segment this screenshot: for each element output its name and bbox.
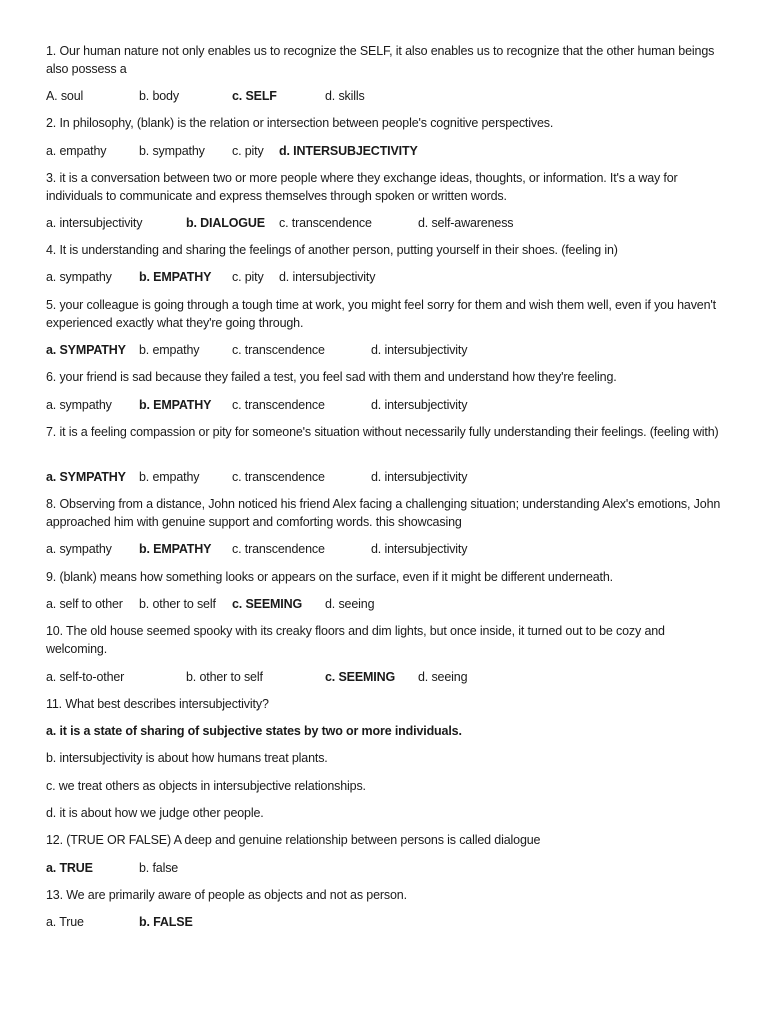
option: d. seeing — [418, 670, 468, 684]
option: a. sympathy — [46, 398, 112, 412]
option: d. seeing — [325, 597, 375, 611]
question-3: 3. it is a conversation between two or more people where they exchange ideas, thoughts, or information. It's a way for individuals to communicate and express themselves through spoken or written words. — [46, 171, 678, 203]
option-correct: c. SEEMING — [232, 597, 303, 611]
option: c. pity — [232, 144, 264, 158]
question-2: 2. In philosophy, (blank) is the relation or intersection between people's cognitive perspectives. — [46, 116, 554, 130]
option-correct: a. SYMPATHY — [46, 470, 126, 484]
option: A. soul — [46, 89, 84, 103]
question-11: 11. What best describes intersubjectivity? — [46, 697, 269, 711]
option-correct: d. INTERSUBJECTIVITY — [279, 144, 418, 158]
question-5: 5. your colleague is going through a tough time at work, you might feel sorry for them and wish them well, even if you haven't experienced exactly what they're going through. — [46, 298, 716, 330]
option: d. self-awareness — [418, 216, 514, 230]
option: b. intersubjectivity is about how humans treat plants. — [46, 751, 328, 765]
option-correct: c. SEEMING — [325, 670, 396, 684]
options-q13 — [0, 914, 768, 932]
option-correct: a. TRUE — [46, 861, 93, 875]
option: d. skills — [325, 89, 365, 103]
option: a. sympathy — [46, 542, 112, 556]
options-q1 — [0, 88, 768, 106]
question-7: 7. it is a feeling compassion or pity for someone's situation without necessarily fully understanding their feelings. (feeling with) — [46, 425, 719, 439]
question-10: 10. The old house seemed spooky with its creaky floors and dim lights, but once inside, it turned out to be cozy and welcoming. — [46, 624, 665, 656]
option: b. body — [139, 89, 179, 103]
option-correct: b. EMPATHY — [139, 542, 212, 556]
options-q5 — [0, 342, 768, 360]
option: a. intersubjectivity — [46, 216, 143, 230]
option: c. transcendence — [232, 542, 325, 556]
question-6: 6. your friend is sad because they failed a test, you feel sad with them and understand how they're feeling. — [46, 370, 617, 384]
option: c. transcendence — [232, 398, 325, 412]
option-correct: a. it is a state of sharing of subjective states by two or more individuals. — [46, 724, 462, 738]
option: b. false — [139, 861, 179, 875]
option-correct: c. SELF — [232, 89, 277, 103]
option: d. intersubjectivity — [371, 470, 468, 484]
option: d. it is about how we judge other people. — [46, 806, 264, 820]
question-8: 8. Observing from a distance, John noticed his friend Alex facing a challenging situation; understanding Alex's emotions, John approached him with genuine support and comforting words. this showcasing — [46, 497, 721, 529]
option: c. pity — [232, 270, 264, 284]
option: d. intersubjectivity — [371, 542, 468, 556]
options-q12 — [0, 860, 768, 878]
question-4: 4. It is understanding and sharing the feelings of another person, putting yourself in their shoes. (feeling in) — [46, 243, 618, 257]
options-q6 — [0, 397, 768, 415]
option: b. sympathy — [139, 144, 205, 158]
option: a. True — [46, 915, 84, 929]
options-q4 — [0, 269, 768, 287]
options-q10 — [0, 669, 768, 687]
options-q3 — [0, 215, 768, 233]
option-correct: b. DIALOGUE — [186, 216, 265, 230]
option-correct: b. EMPATHY — [139, 270, 212, 284]
option: b. other to self — [186, 670, 263, 684]
option: b. empathy — [139, 343, 200, 357]
option: d. intersubjectivity — [371, 343, 468, 357]
option: c. transcendence — [232, 470, 325, 484]
option: c. we treat others as objects in intersubjective relationships. — [46, 779, 366, 793]
option: c. transcendence — [232, 343, 325, 357]
option: b. other to self — [139, 597, 216, 611]
option-correct: b. FALSE — [139, 915, 193, 929]
option-correct: a. SYMPATHY — [46, 343, 126, 357]
question-12: 12. (TRUE OR FALSE) A deep and genuine relationship between persons is called dialogue — [46, 833, 541, 847]
option: d. intersubjectivity — [371, 398, 468, 412]
option: c. transcendence — [279, 216, 372, 230]
option: b. empathy — [139, 470, 200, 484]
option: a. self to other — [46, 597, 123, 611]
option: a. sympathy — [46, 270, 112, 284]
question-1: 1. Our human nature not only enables us to recognize the SELF, it also enables us to recognize that the other human beings also possess a — [46, 44, 715, 76]
options-q2 — [0, 143, 768, 161]
question-9: 9. (blank) means how something looks or appears on the surface, even if it might be different underneath. — [46, 570, 613, 584]
option: d. intersubjectivity — [279, 270, 376, 284]
option: a. self-to-other — [46, 670, 125, 684]
options-q8 — [0, 541, 768, 559]
options-q9 — [0, 596, 768, 614]
option: a. empathy — [46, 144, 107, 158]
question-13: 13. We are primarily aware of people as objects and not as person. — [46, 888, 407, 902]
option-correct: b. EMPATHY — [139, 398, 212, 412]
options-q7 — [0, 469, 768, 487]
